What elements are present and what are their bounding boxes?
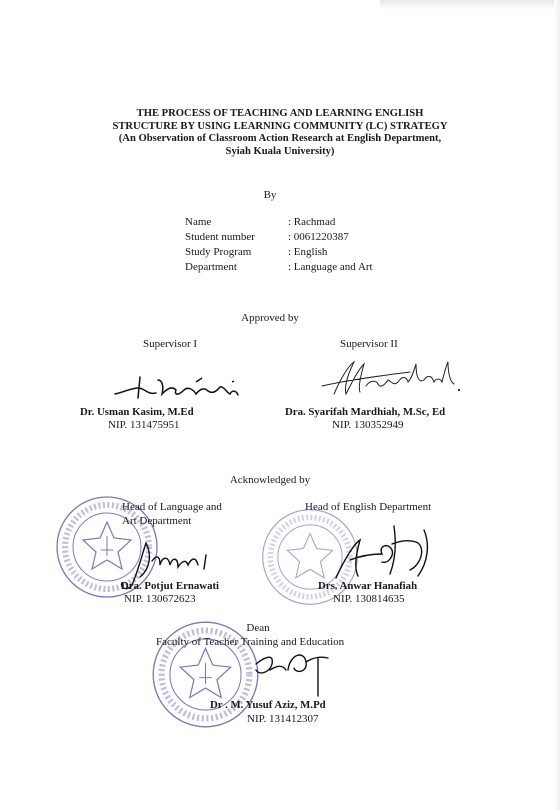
head-1-title-line-2: Art Department [122,515,192,527]
scan-edge [554,0,560,810]
info-value: : 0061220387 [288,231,349,243]
supervisor-1-title: Supervisor I [143,338,198,350]
info-label: Name [185,216,212,228]
head-1-name: Dra. Potjut Ernawati [121,580,220,592]
dean-title: Dean [246,622,270,634]
info-label: Department [185,261,237,273]
approved-by-label: Approved by [241,312,299,324]
thesis-title [60,108,500,158]
head-2-title: Head of English Department [305,501,432,513]
info-value: : English [288,246,328,258]
student-info [185,215,373,275]
supervisor-2-signature [318,356,466,400]
info-label: Student number [185,231,255,243]
head-2-nip: NIP. 130814635 [333,593,405,605]
head-1-title [122,500,222,528]
title-line-3: (An Observation of Classroom Action Research at English Department, [118,133,442,145]
supervisor-1-name: Dr. Usman Kasim, M.Ed [80,406,194,418]
title-line-2: STRUCTURE BY USING LEARNING COMMUNITY (LC) STRATEGY [112,120,448,132]
university-stamp [148,617,263,732]
supervisor-1-signature [112,368,247,408]
title-line-4: Syiah Kuala University) [225,145,335,157]
head-1-nip: NIP. 130672623 [124,593,196,605]
dean-name: Dr . M. Yusuf Aziz, M.Pd [210,699,326,711]
supervisor-2-title: Supervisor II [340,338,398,350]
info-value: : Language and Art [288,261,373,273]
info-row-department [185,260,373,275]
acknowledged-by-label: Acknowledged by [229,474,311,486]
info-row-name [185,215,373,230]
info-row-student-number [185,230,373,245]
supervisor-1-nip: NIP. 131475951 [108,419,180,431]
scan-shadow [380,0,560,10]
info-label: Study Program [185,246,252,258]
info-row-study-program [185,245,373,260]
supervisor-2-name: Dra. Syarifah Mardhiah, M.Sc, Ed [285,406,446,418]
supervisor-2-nip: NIP. 130352949 [332,419,404,431]
by-label: By [263,189,277,201]
faculty-name: Faculty of Teacher Training and Education [156,636,345,648]
dean-nip: NIP. 131412307 [247,713,319,725]
title-line-1: THE PROCESS OF TEACHING AND LEARNING ENGLISH [136,108,424,119]
head-1-title-line-1: Head of Language and [122,501,222,513]
info-value: : Rachmad [288,216,336,228]
head-2-name: Drs. Anwar Hanafiah [318,580,418,592]
